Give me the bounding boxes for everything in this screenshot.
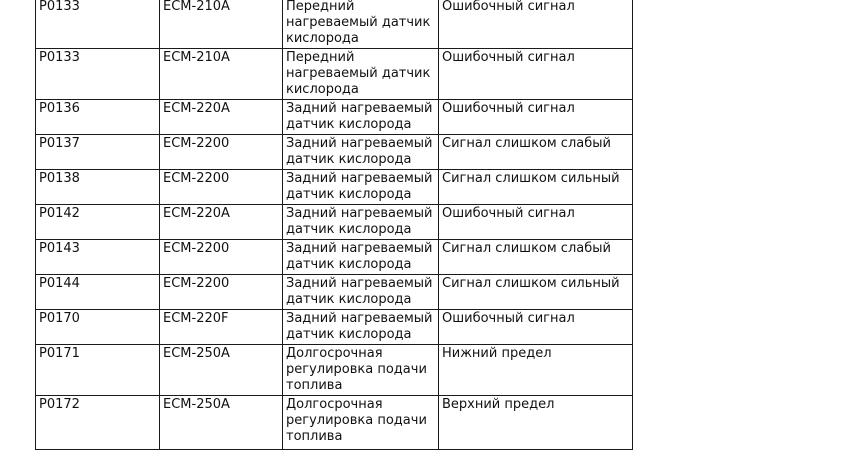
code-cell: P0143 <box>36 240 160 275</box>
module-cell: ECM-220A <box>160 205 283 240</box>
module-cell: ECM-2200 <box>160 275 283 310</box>
code-cell: P0171 <box>36 345 160 396</box>
code-cell: P0136 <box>36 100 160 135</box>
module-cell: ECM-220A <box>160 100 283 135</box>
code-cell: P0170 <box>36 310 160 345</box>
module-cell: ECM-2200 <box>160 170 283 205</box>
sensor-cell: Задний нагреваемый датчик кислорода <box>283 275 439 310</box>
fault-cell: Ошибочный сигнал <box>439 310 633 345</box>
module-cell: ECM-250A <box>160 345 283 396</box>
sensor-cell: Задний нагреваемый датчик кислорода <box>283 240 439 275</box>
sensor-cell: Задний нагреваемый датчик кислорода <box>283 170 439 205</box>
module-cell: ECM-210A <box>160 49 283 100</box>
code-cell: P0144 <box>36 275 160 310</box>
fault-cell: Ошибочный сигнал <box>439 0 633 49</box>
code-cell: P0138 <box>36 170 160 205</box>
fault-cell: Сигнал слишком сильный <box>439 170 633 205</box>
table-row <box>36 275 633 310</box>
module-cell: ECM-210A <box>160 0 283 49</box>
sensor-cell: Передний нагреваемый датчик кислорода <box>283 0 439 49</box>
fault-cell: Ошибочный сигнал <box>439 49 633 100</box>
module-cell: ECM-2200 <box>160 240 283 275</box>
module-cell: ECM-220F <box>160 310 283 345</box>
table-row <box>36 170 633 205</box>
fault-cell: Сигнал слишком сильный <box>439 275 633 310</box>
diagnostic-codes-table <box>35 0 633 450</box>
table-row <box>36 49 633 100</box>
sensor-cell: Передний нагреваемый датчик кислорода <box>283 49 439 100</box>
fault-cell: Ошибочный сигнал <box>439 100 633 135</box>
code-cell: P0133 <box>36 0 160 49</box>
table-row <box>36 135 633 170</box>
code-cell: P0172 <box>36 396 160 450</box>
sensor-cell: Долгосрочная регулировка подачи топлива <box>283 396 439 450</box>
sensor-cell: Задний нагреваемый датчик кислорода <box>283 205 439 240</box>
fault-cell: Нижний предел <box>439 345 633 396</box>
code-cell: P0133 <box>36 49 160 100</box>
table-row <box>36 310 633 345</box>
sensor-cell: Задний нагреваемый датчик кислорода <box>283 310 439 345</box>
sensor-cell: Задний нагреваемый датчик кислорода <box>283 135 439 170</box>
code-cell: P0137 <box>36 135 160 170</box>
sensor-cell: Долгосрочная регулировка подачи топлива <box>283 345 439 396</box>
sensor-cell: Задний нагреваемый датчик кислорода <box>283 100 439 135</box>
code-cell: P0142 <box>36 205 160 240</box>
table-row <box>36 345 633 396</box>
fault-cell: Сигнал слишком слабый <box>439 240 633 275</box>
module-cell: ECM-2200 <box>160 135 283 170</box>
table-row <box>36 396 633 450</box>
table-row <box>36 100 633 135</box>
table-row <box>36 240 633 275</box>
fault-cell: Сигнал слишком слабый <box>439 135 633 170</box>
fault-cell: Верхний предел <box>439 396 633 450</box>
module-cell: ECM-250A <box>160 396 283 450</box>
table-row <box>36 0 633 49</box>
table-row <box>36 205 633 240</box>
fault-cell: Ошибочный сигнал <box>439 205 633 240</box>
